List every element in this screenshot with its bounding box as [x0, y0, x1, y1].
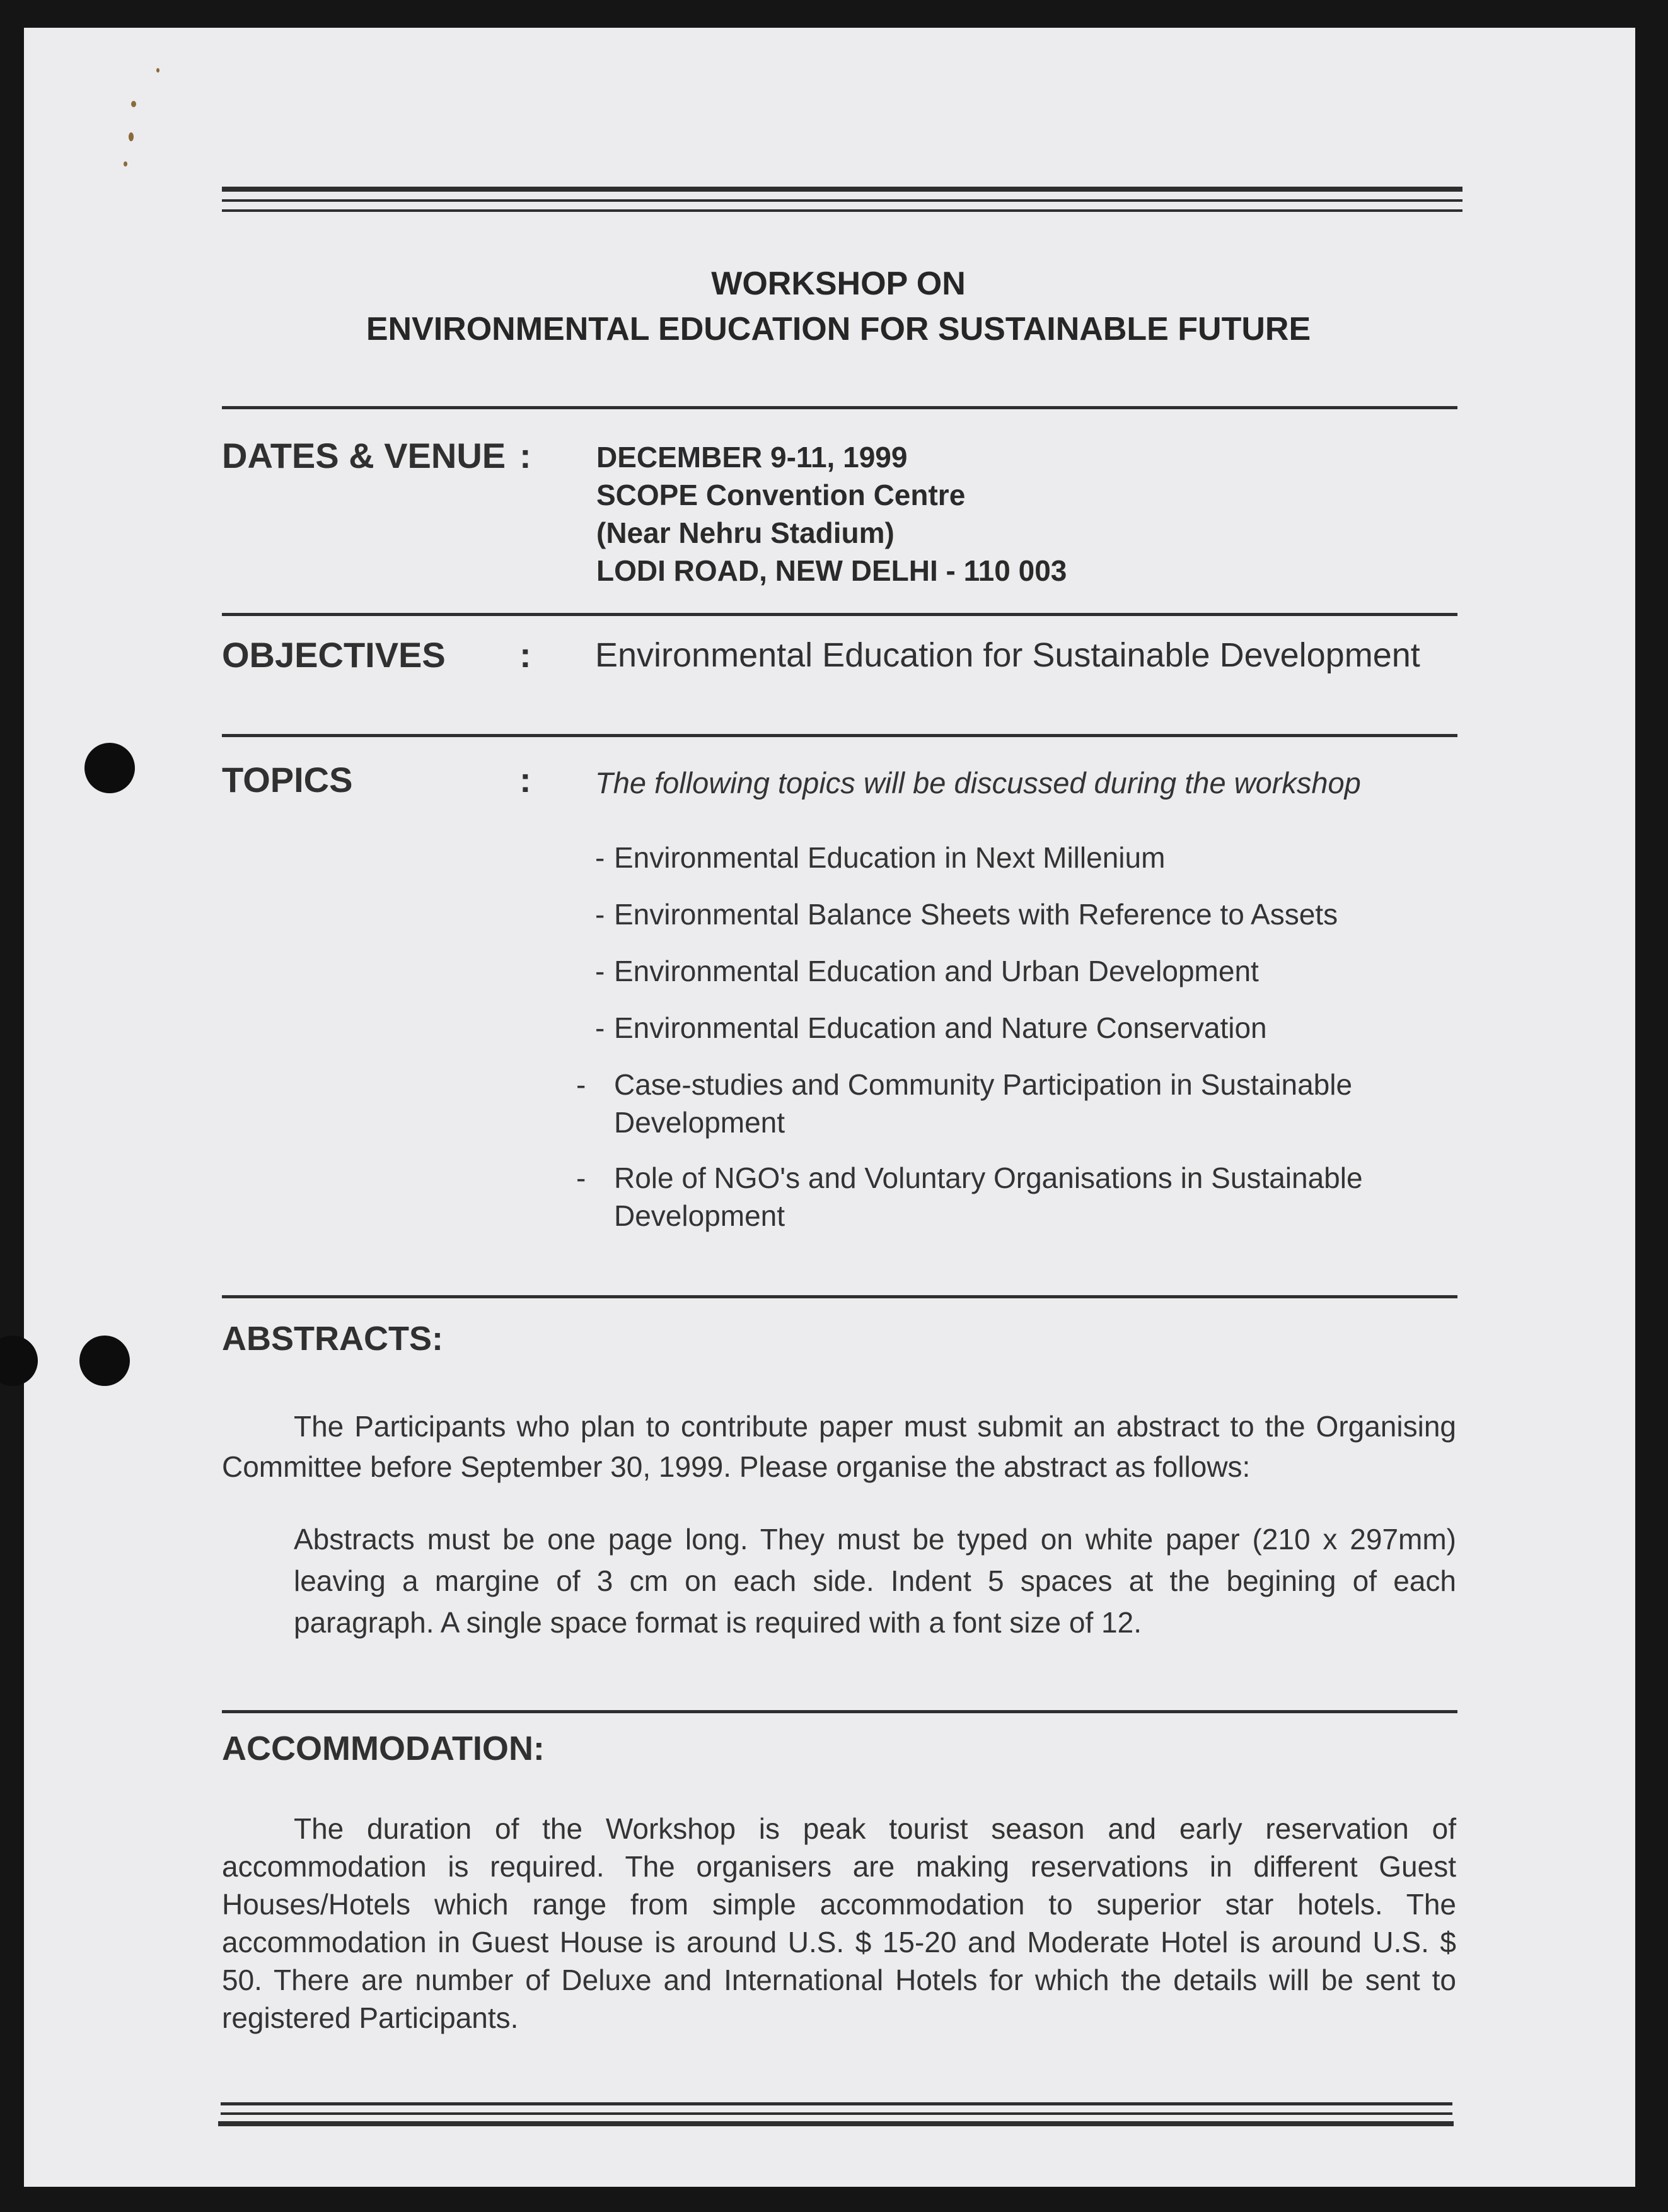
punch-hole	[79, 1336, 130, 1386]
title-line-2: ENVIRONMENTAL EDUCATION FOR SUSTAINABLE FUTURE	[366, 311, 1311, 347]
topic-text: Case-studies and Community Participation in Sustainable Development	[614, 1068, 1353, 1139]
venue-landmark: (Near Nehru Stadium)	[596, 516, 895, 549]
bottom-rule	[221, 2102, 1452, 2105]
venue-date: DECEMBER 9-11, 1999	[596, 441, 908, 474]
topics-label: TOPICS	[222, 760, 353, 800]
section-divider	[222, 734, 1457, 737]
objectives-label: OBJECTIVES	[222, 635, 446, 675]
topics-colon: :	[519, 760, 531, 800]
dates-venue-label: DATES & VENUE	[222, 436, 506, 475]
dates-venue-colon: :	[519, 436, 531, 475]
paper-stain	[131, 101, 136, 107]
top-rule	[222, 209, 1462, 212]
objectives-colon: :	[519, 635, 531, 675]
title-line-1: WORKSHOP ON	[711, 265, 966, 302]
top-rule	[222, 187, 1462, 192]
venue-name: SCOPE Convention Centre	[596, 479, 966, 511]
punch-hole	[84, 743, 135, 793]
topic-text: Environmental Education in Next Millenium	[614, 841, 1166, 874]
topic-dash: -	[595, 898, 605, 931]
section-divider	[222, 406, 1457, 409]
section-divider	[222, 1710, 1457, 1713]
accommodation-paragraph: The duration of the Workshop is peak tourist season and early reservation of accommodation is required. The organisers are making reservations in different Guest Houses/Hotels which range from simple accommodation to superior star hotels. The accommodation in Guest House is around U.S. $ 15-20 and Moderate Hotel is around U.S. $ 50. There are number of Deluxe and International Hotels for which the details will be sent to registered Participants.	[222, 1812, 1456, 2034]
topic-dash: -	[595, 1011, 605, 1044]
topics-intro: The following topics will be discussed during the workshop	[595, 766, 1361, 800]
objectives-text: Environmental Education for Sustainable Development	[595, 636, 1420, 674]
bottom-rule	[221, 2112, 1452, 2115]
topic-item	[576, 1159, 1509, 1235]
abstracts-paragraph-1: The Participants who plan to contribute paper must submit an abstract to the Organising Committee before September 30, 1999. Please organise the abstract as follows:	[222, 1410, 1456, 1483]
section-divider	[222, 613, 1457, 616]
venue-address: LODI ROAD, NEW DELHI - 110 003	[596, 554, 1067, 587]
topic-text: Environmental Balance Sheets with Reference to Assets	[614, 898, 1338, 931]
topic-dash: -	[595, 955, 605, 987]
bottom-rule	[218, 2121, 1454, 2126]
topic-item	[595, 839, 1478, 876]
abstracts-paragraph-2: Abstracts must be one page long. They must be typed on white paper (210 x 297mm) leaving a margine of 3 cm on each side. Indent 5 spaces at the begining of each paragraph. A single space format is required with a font size of 12.	[294, 1523, 1456, 1639]
abstracts-heading: ABSTRACTS:	[222, 1320, 443, 1358]
topic-dash: -	[576, 1068, 586, 1101]
section-divider	[222, 1295, 1457, 1298]
topic-text: Environmental Education and Nature Conservation	[614, 1011, 1267, 1044]
paper-stain	[124, 161, 127, 166]
accommodation-heading: ACCOMMODATION:	[222, 1730, 545, 1767]
top-rule	[222, 199, 1462, 202]
topic-text: Environmental Education and Urban Development	[614, 955, 1259, 987]
paper-stain	[156, 68, 159, 73]
topic-dash: -	[576, 1161, 586, 1194]
topic-item	[595, 895, 1478, 933]
topic-dash: -	[595, 841, 605, 874]
topic-item	[576, 1066, 1509, 1141]
topic-text: Role of NGO's and Voluntary Organisations in Sustainable Development	[614, 1161, 1363, 1232]
paper-stain	[129, 132, 134, 141]
topic-item	[595, 1009, 1478, 1047]
topic-item	[595, 952, 1478, 990]
